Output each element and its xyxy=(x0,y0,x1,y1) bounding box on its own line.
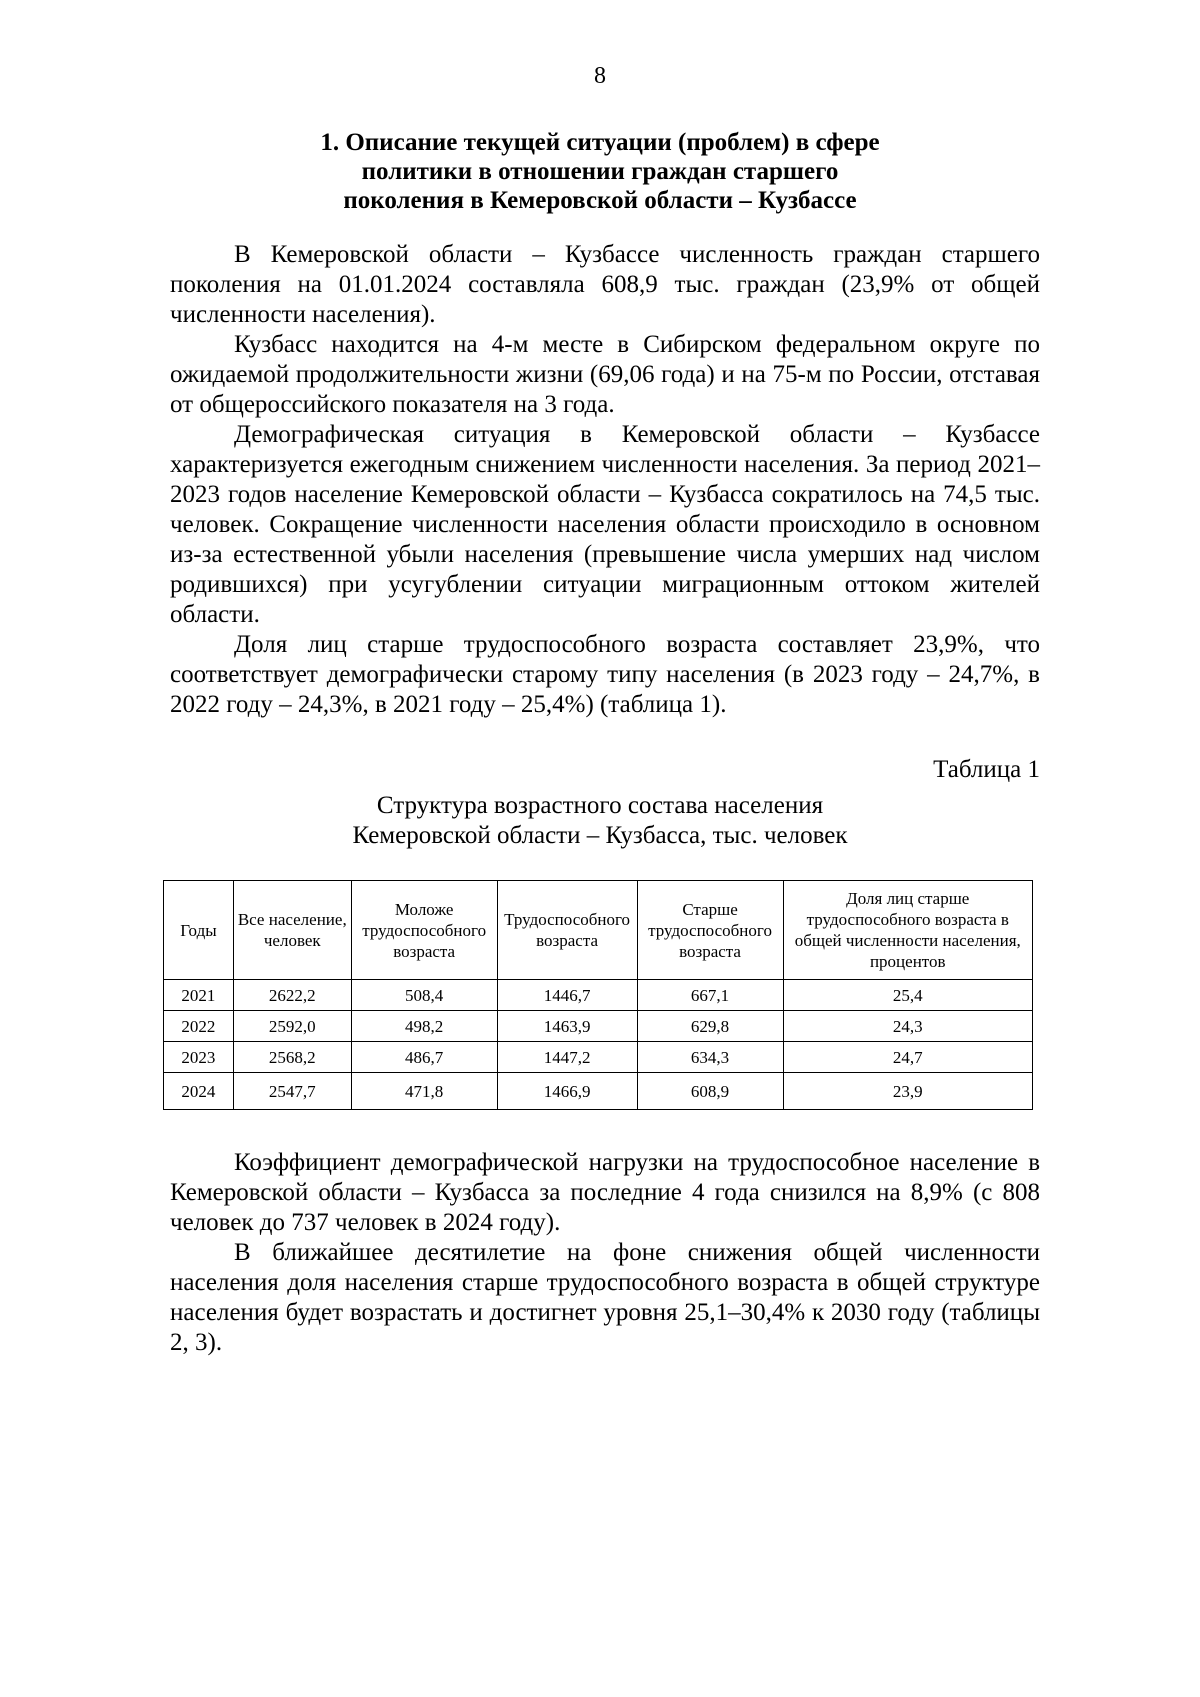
table-row xyxy=(164,1042,1033,1073)
paragraph-elderly-share: Доля лиц старше трудоспособного возраста составляет 23,9%, что соответствует демографически старому типу населения (в 2023 году – 24,7%, в 2022 году – 24,3%, в 2021 году – 25,4%) (таблица 1). xyxy=(170,631,1040,718)
table-cell: 24,3 xyxy=(783,1011,1033,1042)
paragraph-life-expectancy: Кузбасс находится на 4-м месте в Сибирском федеральном округе по ожидаемой продолжительности жизни (69,06 года) и на 75-м по России, отставая от общероссийского показателя на 3 года. xyxy=(170,331,1040,418)
table-header-row xyxy=(164,881,1033,980)
paragraph-forecast: В ближайшее десятилетие на фоне снижения общей численности населения доля населения старше трудоспособного возраста в общей структуре населения будет возрастать и достигнет уровня 25,1–30,4% к 2030 году (таблицы 2, 3). xyxy=(170,1239,1040,1356)
section-heading xyxy=(160,128,1040,215)
table-cell: 498,2 xyxy=(351,1011,497,1042)
header-elderly-share: Доля лиц старше трудоспособного возраста в общей численности населения, процентов xyxy=(783,881,1033,980)
age-structure-table xyxy=(163,880,1033,1110)
table-cell: 2568,2 xyxy=(233,1042,351,1073)
table-cell: 1446,7 xyxy=(497,980,637,1011)
table-caption-line: Структура возрастного состава населения xyxy=(376,792,824,819)
table-cell: 2021 xyxy=(164,980,234,1011)
paragraph-dependency-ratio: Коэффициент демографической нагрузки на трудоспособное население в Кемеровской области – Кузбасса за последние 4 года снизился на 8,9% (с 808 человек до 737 человек в 2024 году). xyxy=(170,1149,1040,1236)
table-cell: 23,9 xyxy=(783,1073,1033,1110)
header-years: Годы xyxy=(164,881,234,980)
table-caption xyxy=(160,791,1040,851)
table-cell: 634,3 xyxy=(637,1042,783,1073)
table-cell: 508,4 xyxy=(351,980,497,1011)
table-cell: 629,8 xyxy=(637,1011,783,1042)
page-number: 8 xyxy=(594,63,606,89)
table-caption-line: Кемеровской области – Кузбасса, тыс. человек xyxy=(352,822,848,849)
paragraph-demographics: Демографическая ситуация в Кемеровской области – Кузбассе характеризуется ежегодным снижением численности населения. За период 2021–2023 годов население Кемеровской области – Кузбасса сократилось на 74,5 тыс. человек. Сокращение численности населения области происходило в основном из-за естественной убыли населения (превышение числа умерших над числом родившихся) при усугублении ситуации миграционным оттоком жителей области. xyxy=(170,421,1040,628)
header-total-population: Все население, человек xyxy=(233,881,351,980)
table-cell: 1466,9 xyxy=(497,1073,637,1110)
table-cell: 1447,2 xyxy=(497,1042,637,1073)
table-cell: 2547,7 xyxy=(233,1073,351,1110)
table-cell: 2023 xyxy=(164,1042,234,1073)
table-cell: 2622,2 xyxy=(233,980,351,1011)
table-row xyxy=(164,1073,1033,1110)
header-working-age: Трудоспособного возраста xyxy=(497,881,637,980)
text-block-top xyxy=(170,240,1040,720)
header-older-working-age: Старше трудоспособного возраста xyxy=(637,881,783,980)
paragraph-population: В Кемеровской области – Кузбассе численность граждан старшего поколения на 01.01.2024 составляла 608,9 тыс. граждан (23,9% от общей численности населения). xyxy=(170,241,1040,328)
table-cell: 2022 xyxy=(164,1011,234,1042)
table-cell: 24,7 xyxy=(783,1042,1033,1073)
table-cell: 471,8 xyxy=(351,1073,497,1110)
table-row xyxy=(164,980,1033,1011)
text-block-bottom xyxy=(170,1148,1040,1358)
table-cell: 2024 xyxy=(164,1073,234,1110)
table-cell: 25,4 xyxy=(783,980,1033,1011)
table-cell: 1463,9 xyxy=(497,1011,637,1042)
table-label: Таблица 1 xyxy=(933,756,1040,783)
table-row xyxy=(164,1011,1033,1042)
table-cell: 667,1 xyxy=(637,980,783,1011)
table-cell: 2592,0 xyxy=(233,1011,351,1042)
table-cell: 486,7 xyxy=(351,1042,497,1073)
heading-line: политики в отношении граждан старшего xyxy=(361,158,839,185)
table-cell: 608,9 xyxy=(637,1073,783,1110)
heading-line: 1. Описание текущей ситуации (проблем) в сфере xyxy=(320,129,880,156)
header-younger-working-age: Моложе трудоспособного возраста xyxy=(351,881,497,980)
heading-line: поколения в Кемеровской области – Кузбассе xyxy=(343,187,857,214)
